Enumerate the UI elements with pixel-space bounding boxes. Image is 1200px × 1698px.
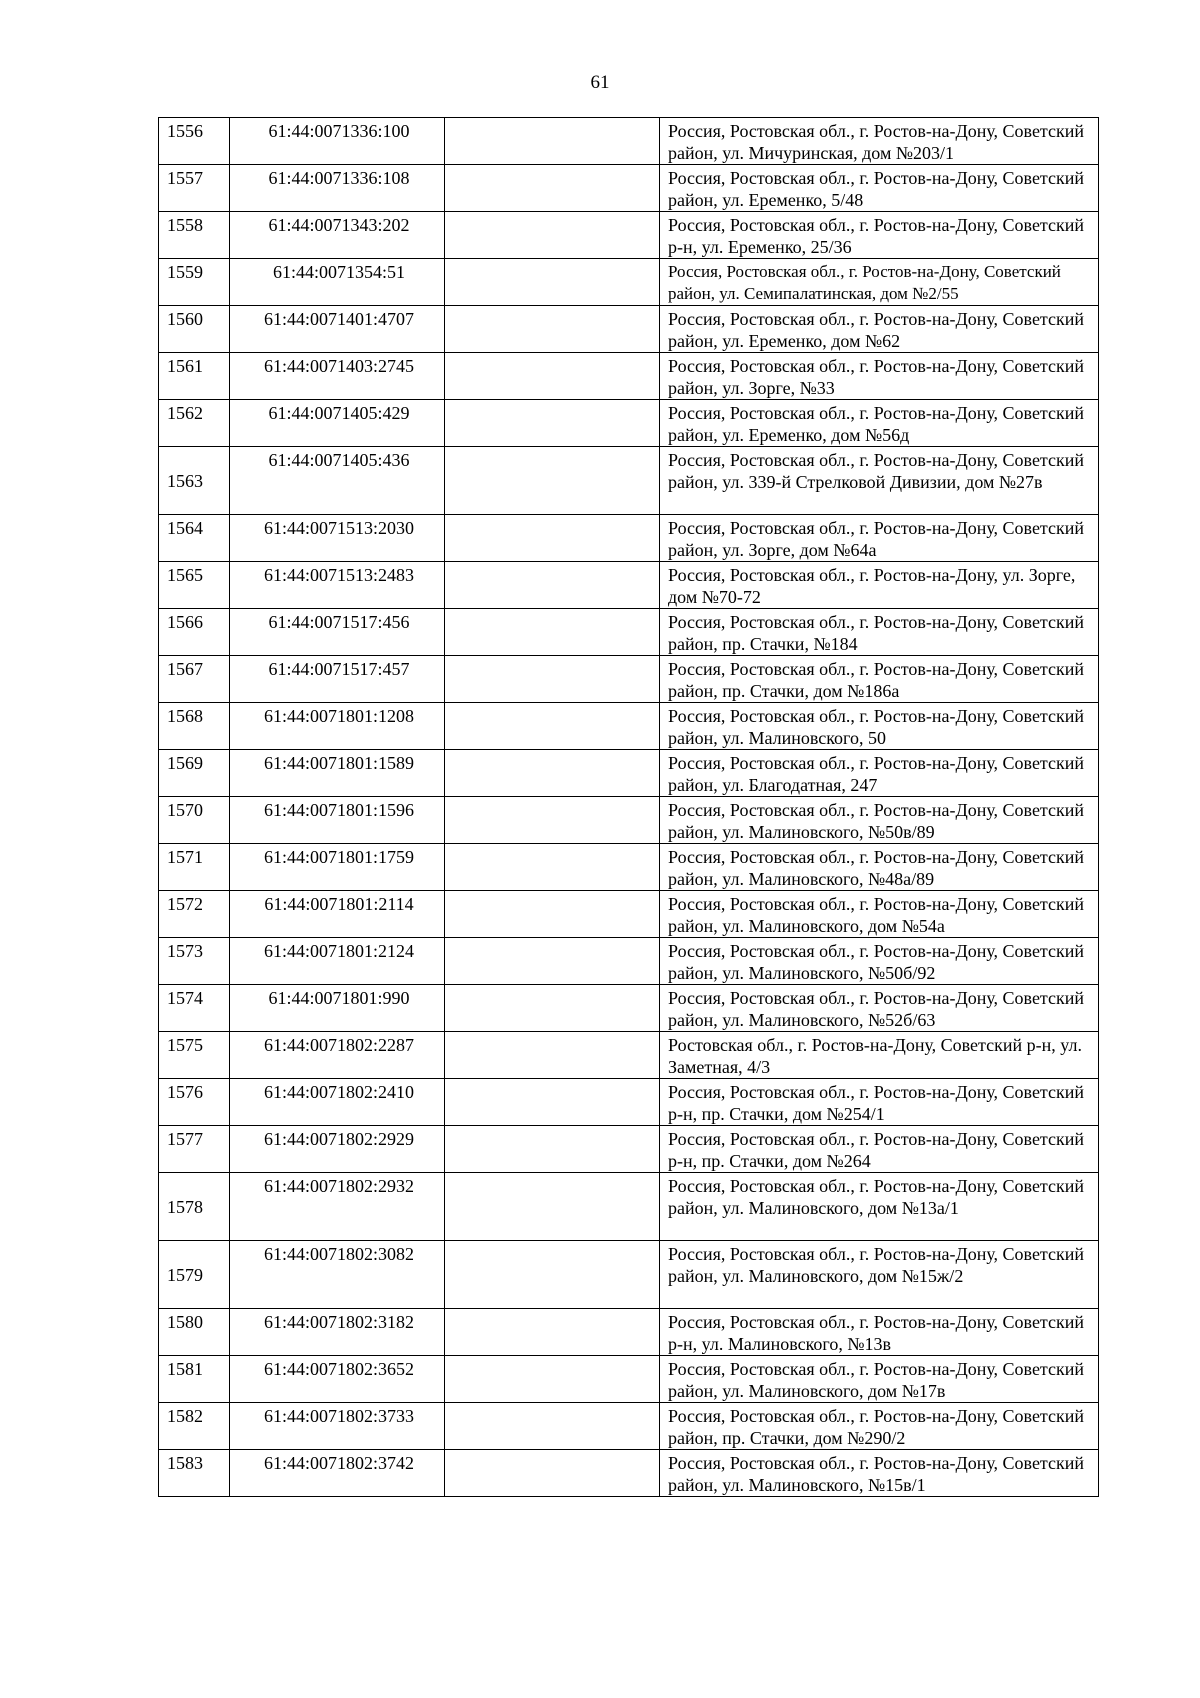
table-row — [159, 1403, 1099, 1450]
table-row — [159, 259, 1099, 306]
address: Россия, Ростовская обл., г. Ростов-на-Дону, Советский район, ул. Малиновского, №48а/89 — [660, 844, 1099, 891]
row-number: 1577 — [159, 1126, 230, 1173]
row-number: 1576 — [159, 1079, 230, 1126]
empty-cell — [445, 353, 660, 400]
cadastral-number: 61:44:0071405:436 — [230, 447, 445, 515]
address: Россия, Ростовская обл., г. Ростов-на-Дону, Советский район, ул. Малиновского, 50 — [660, 703, 1099, 750]
table-row — [159, 891, 1099, 938]
address: Россия, Ростовская обл., г. Ростов-на-Дону, Советский район, ул. Семипалатинская, дом №2/55 — [660, 259, 1099, 306]
address: Россия, Ростовская обл., г. Ростов-на-Дону, Советский район, ул. Еременко, 5/48 — [660, 165, 1099, 212]
empty-cell — [445, 1126, 660, 1173]
cadastral-number: 61:44:0071801:2124 — [230, 938, 445, 985]
table-row — [159, 306, 1099, 353]
empty-cell — [445, 891, 660, 938]
cadastral-number: 61:44:0071802:3082 — [230, 1241, 445, 1309]
empty-cell — [445, 703, 660, 750]
row-number: 1557 — [159, 165, 230, 212]
cadastral-number: 61:44:0071336:100 — [230, 118, 445, 165]
empty-cell — [445, 1356, 660, 1403]
cadastral-number: 61:44:0071802:3182 — [230, 1309, 445, 1356]
row-number: 1571 — [159, 844, 230, 891]
row-number: 1582 — [159, 1403, 230, 1450]
address: Россия, Ростовская обл., г. Ростов-на-Дону, Советский район, пр. Стачки, №184 — [660, 609, 1099, 656]
row-number: 1569 — [159, 750, 230, 797]
cadastral-number: 61:44:0071802:3733 — [230, 1403, 445, 1450]
row-number: 1583 — [159, 1450, 230, 1497]
cadastral-number: 61:44:0071801:1596 — [230, 797, 445, 844]
empty-cell — [445, 1241, 660, 1309]
address: Россия, Ростовская обл., г. Ростов-на-Дону, Советский район, ул. Малиновского, дом №13а/1 — [660, 1173, 1099, 1241]
empty-cell — [445, 447, 660, 515]
cadastral-number: 61:44:0071801:990 — [230, 985, 445, 1032]
row-number: 1580 — [159, 1309, 230, 1356]
address: Россия, Ростовская обл., г. Ростов-на-Дону, Советский район, ул. Еременко, дом №56д — [660, 400, 1099, 447]
address: Россия, Ростовская обл., г. Ростов-на-Дону, Советский район, ул. Мичуринская, дом №203/1 — [660, 118, 1099, 165]
cadastral-number: 61:44:0071517:456 — [230, 609, 445, 656]
empty-cell — [445, 118, 660, 165]
empty-cell — [445, 985, 660, 1032]
row-number: 1559 — [159, 259, 230, 306]
table-row — [159, 1241, 1099, 1309]
cadastral-number: 61:44:0071801:2114 — [230, 891, 445, 938]
cadastral-number: 61:44:0071401:4707 — [230, 306, 445, 353]
cadastral-number: 61:44:0071802:2410 — [230, 1079, 445, 1126]
table-row — [159, 1032, 1099, 1079]
address: Россия, Ростовская обл., г. Ростов-на-Дону, Советский район, ул. Малиновского, №15в/1 — [660, 1450, 1099, 1497]
empty-cell — [445, 259, 660, 306]
cadastral-number: 61:44:0071517:457 — [230, 656, 445, 703]
address: Россия, Ростовская обл., г. Ростов-на-Дону, Советский район, ул. Малиновского, дом №17в — [660, 1356, 1099, 1403]
empty-cell — [445, 656, 660, 703]
row-number: 1573 — [159, 938, 230, 985]
table-row — [159, 703, 1099, 750]
row-number: 1565 — [159, 562, 230, 609]
cadastral-number: 61:44:0071354:51 — [230, 259, 445, 306]
row-number: 1574 — [159, 985, 230, 1032]
cadastral-number: 61:44:0071802:2287 — [230, 1032, 445, 1079]
row-number: 1556 — [159, 118, 230, 165]
cadastral-number: 61:44:0071802:2929 — [230, 1126, 445, 1173]
table-row — [159, 750, 1099, 797]
table-row — [159, 797, 1099, 844]
row-number: 1566 — [159, 609, 230, 656]
table-row — [159, 938, 1099, 985]
address: Россия, Ростовская обл., г. Ростов-на-Дону, Советский район, ул. Благодатная, 247 — [660, 750, 1099, 797]
address: Россия, Ростовская обл., г. Ростов-на-Дону, Советский район, ул. Зорге, №33 — [660, 353, 1099, 400]
cadastral-number: 61:44:0071802:2932 — [230, 1173, 445, 1241]
table-row — [159, 400, 1099, 447]
table-row — [159, 353, 1099, 400]
address: Россия, Ростовская обл., г. Ростов-на-Дону, ул. Зорге, дом №70-72 — [660, 562, 1099, 609]
row-number: 1560 — [159, 306, 230, 353]
address: Ростовская обл., г. Ростов-на-Дону, Советский р-н, ул. Заметная, 4/3 — [660, 1032, 1099, 1079]
row-number: 1558 — [159, 212, 230, 259]
address: Россия, Ростовская обл., г. Ростов-на-Дону, Советский р-н, ул. Еременко, 25/36 — [660, 212, 1099, 259]
empty-cell — [445, 212, 660, 259]
cadastral-number: 61:44:0071343:202 — [230, 212, 445, 259]
registry-table — [158, 117, 1099, 1497]
row-number: 1568 — [159, 703, 230, 750]
cadastral-number: 61:44:0071801:1759 — [230, 844, 445, 891]
cadastral-number: 61:44:0071336:108 — [230, 165, 445, 212]
row-number: 1572 — [159, 891, 230, 938]
empty-cell — [445, 165, 660, 212]
empty-cell — [445, 750, 660, 797]
cadastral-number: 61:44:0071801:1208 — [230, 703, 445, 750]
table-row — [159, 656, 1099, 703]
cadastral-number: 61:44:0071403:2745 — [230, 353, 445, 400]
address: Россия, Ростовская обл., г. Ростов-на-Дону, Советский район, ул. Малиновского, №52б/63 — [660, 985, 1099, 1032]
empty-cell — [445, 1309, 660, 1356]
row-number: 1563 — [159, 447, 230, 515]
address: Россия, Ростовская обл., г. Ростов-на-Дону, Советский р-н, пр. Стачки, дом №264 — [660, 1126, 1099, 1173]
cadastral-number: 61:44:0071513:2483 — [230, 562, 445, 609]
cadastral-number: 61:44:0071802:3742 — [230, 1450, 445, 1497]
empty-cell — [445, 562, 660, 609]
table-row — [159, 515, 1099, 562]
address: Россия, Ростовская обл., г. Ростов-на-Дону, Советский район, ул. Еременко, дом №62 — [660, 306, 1099, 353]
table-row — [159, 985, 1099, 1032]
empty-cell — [445, 844, 660, 891]
address: Россия, Ростовская обл., г. Ростов-на-Дону, Советский район, пр. Стачки, дом №290/2 — [660, 1403, 1099, 1450]
table-row — [159, 609, 1099, 656]
address: Россия, Ростовская обл., г. Ростов-на-Дону, Советский район, ул. 339-й Стрелковой Дивизии, дом №27в — [660, 447, 1099, 515]
empty-cell — [445, 400, 660, 447]
empty-cell — [445, 938, 660, 985]
table-row — [159, 1356, 1099, 1403]
table-row — [159, 118, 1099, 165]
empty-cell — [445, 609, 660, 656]
empty-cell — [445, 306, 660, 353]
row-number: 1567 — [159, 656, 230, 703]
empty-cell — [445, 1450, 660, 1497]
table-row — [159, 1126, 1099, 1173]
address: Россия, Ростовская обл., г. Ростов-на-Дону, Советский район, ул. Малиновского, №50б/92 — [660, 938, 1099, 985]
empty-cell — [445, 1079, 660, 1126]
cadastral-number: 61:44:0071405:429 — [230, 400, 445, 447]
empty-cell — [445, 1403, 660, 1450]
row-number: 1564 — [159, 515, 230, 562]
address: Россия, Ростовская обл., г. Ростов-на-Дону, Советский р-н, ул. Малиновского, №13в — [660, 1309, 1099, 1356]
address: Россия, Ростовская обл., г. Ростов-на-Дону, Советский район, ул. Зорге, дом №64а — [660, 515, 1099, 562]
empty-cell — [445, 1032, 660, 1079]
empty-cell — [445, 1173, 660, 1241]
cadastral-number: 61:44:0071802:3652 — [230, 1356, 445, 1403]
table-row — [159, 165, 1099, 212]
empty-cell — [445, 797, 660, 844]
page-number: 61 — [590, 72, 610, 93]
table-row — [159, 844, 1099, 891]
empty-cell — [445, 515, 660, 562]
table-row — [159, 1079, 1099, 1126]
row-number: 1562 — [159, 400, 230, 447]
table-row — [159, 562, 1099, 609]
row-number: 1570 — [159, 797, 230, 844]
row-number: 1581 — [159, 1356, 230, 1403]
row-number: 1561 — [159, 353, 230, 400]
cadastral-number: 61:44:0071801:1589 — [230, 750, 445, 797]
address: Россия, Ростовская обл., г. Ростов-на-Дону, Советский район, пр. Стачки, дом №186а — [660, 656, 1099, 703]
address: Россия, Ростовская обл., г. Ростов-на-Дону, Советский район, ул. Малиновского, дом №15ж/2 — [660, 1241, 1099, 1309]
cadastral-number: 61:44:0071513:2030 — [230, 515, 445, 562]
address: Россия, Ростовская обл., г. Ростов-на-Дону, Советский район, ул. Малиновского, дом №54а — [660, 891, 1099, 938]
address: Россия, Ростовская обл., г. Ростов-на-Дону, Советский район, ул. Малиновского, №50в/89 — [660, 797, 1099, 844]
table-row — [159, 212, 1099, 259]
table-row — [159, 447, 1099, 515]
row-number: 1575 — [159, 1032, 230, 1079]
row-number: 1578 — [159, 1173, 230, 1241]
table-row — [159, 1309, 1099, 1356]
address: Россия, Ростовская обл., г. Ростов-на-Дону, Советский р-н, пр. Стачки, дом №254/1 — [660, 1079, 1099, 1126]
row-number: 1579 — [159, 1241, 230, 1309]
table-row — [159, 1450, 1099, 1497]
table-row — [159, 1173, 1099, 1241]
